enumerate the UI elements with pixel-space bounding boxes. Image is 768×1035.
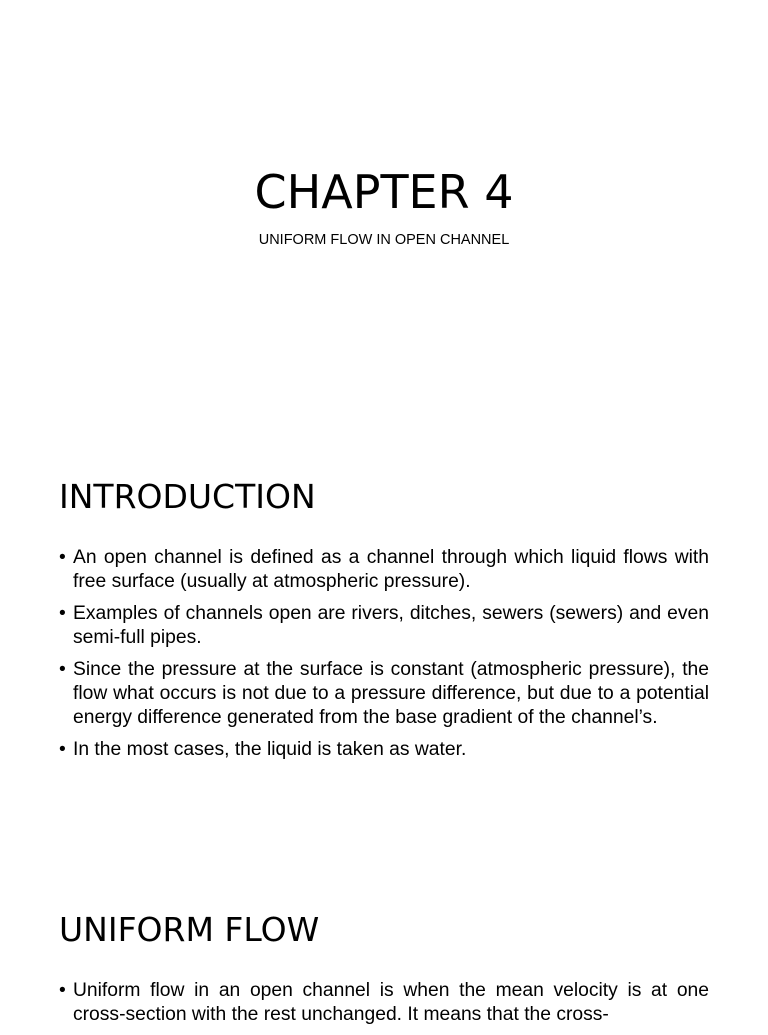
bullet-list [59,979,709,1027]
section-heading: UNIFORM FLOW [59,910,320,949]
list-item [59,658,709,730]
page-subtitle: UNIFORM FLOW IN OPEN CHANNEL [258,232,510,248]
list-item [59,738,709,762]
list-item-text: Uniform flow in an open channel is when the mean velocity is at one cross-section with the rest unchanged. It means that the cross- [73,980,709,1025]
section-heading: INTRODUCTION [59,477,316,516]
bullet-list [59,546,709,762]
introduction-section [59,477,709,770]
list-item-text: An open channel is defined as a channel through which liquid flows with free surface (usually at atmospheric pressure). [73,547,709,592]
bullet-icon: • [59,547,66,568]
list-item-text: Examples of channels open are rivers, ditches, sewers (sewers) and even semi-full pipes. [73,603,709,648]
list-item [59,602,709,650]
bullet-icon: • [59,659,66,680]
bullet-icon: • [59,980,66,1001]
page-title: CHAPTER 4 [254,165,514,219]
list-item-text: Since the pressure at the surface is constant (atmospheric pressure), the flow what occurs is not due to a pressure difference, but due to a potential energy difference generated from the base gradient of the channel’s. [73,659,709,728]
bullet-icon: • [59,603,66,624]
list-item [59,979,709,1027]
list-item [59,546,709,594]
list-item-text: In the most cases, the liquid is taken as water. [73,739,467,760]
bullet-icon: • [59,739,66,760]
uniform-flow-section [59,910,709,1035]
